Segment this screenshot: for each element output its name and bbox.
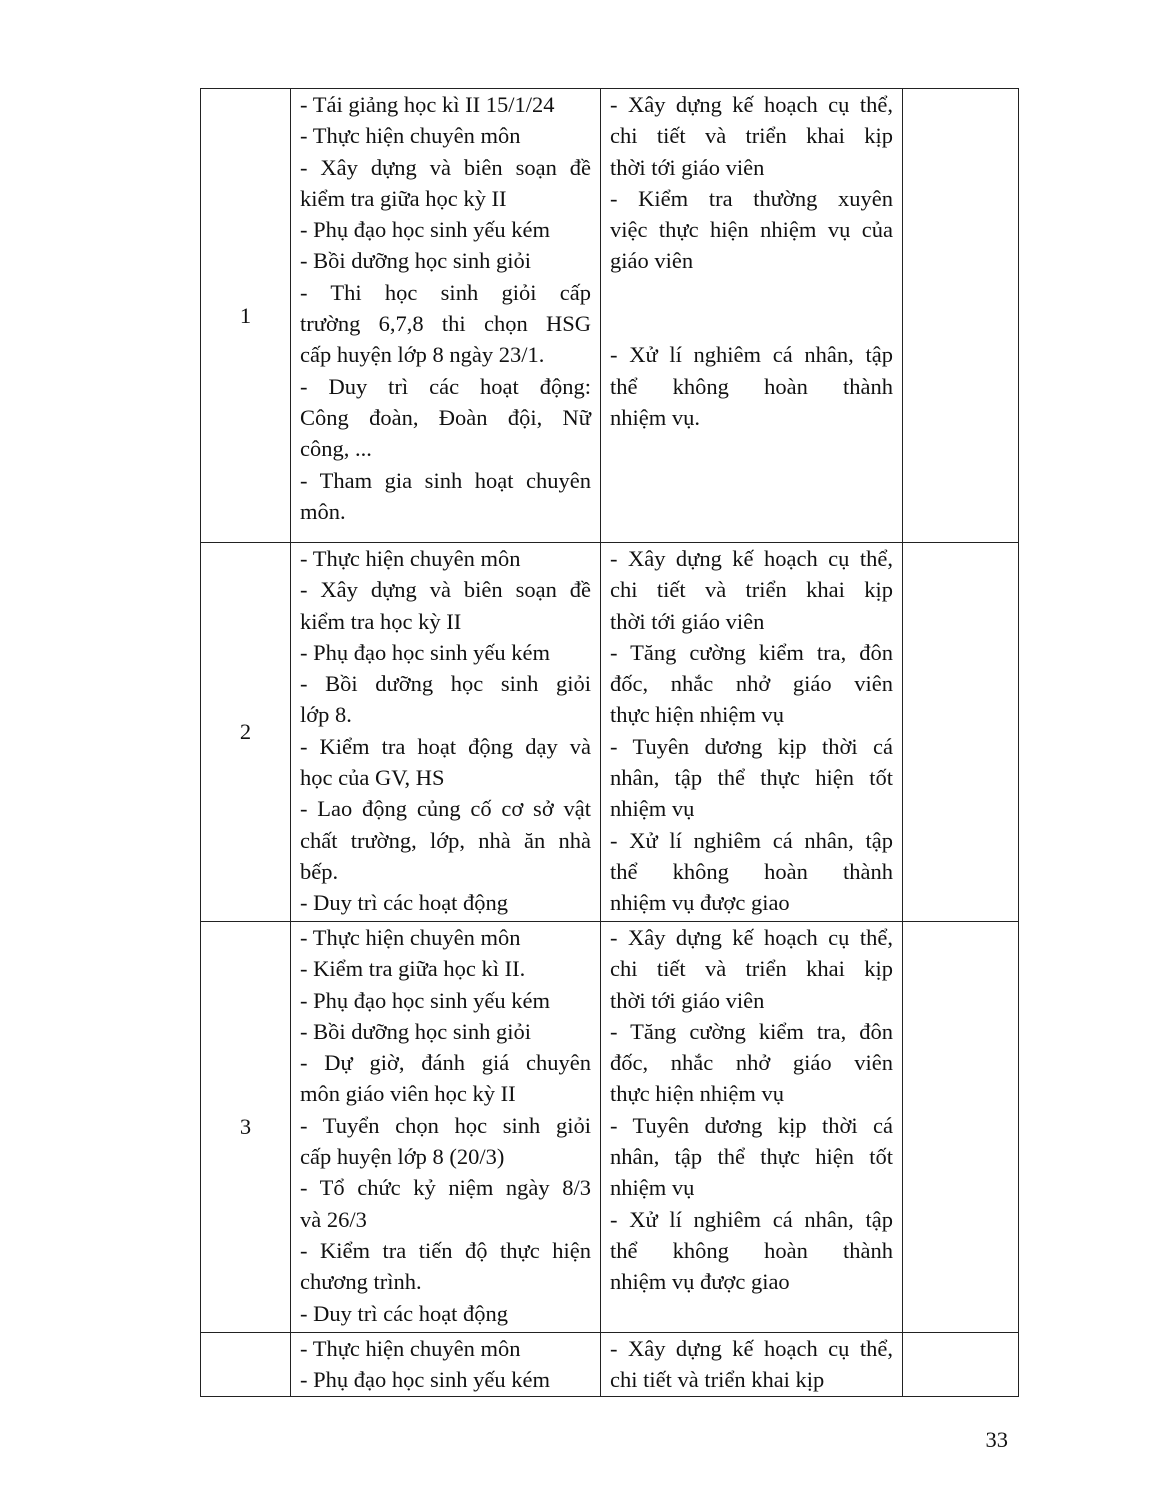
task-item	[300, 465, 591, 528]
measure-item	[610, 89, 893, 183]
text-line: việc thực hiện nhiệm vụ của	[610, 217, 893, 243]
task-item	[300, 120, 591, 151]
text-line: - Tổ chức kỷ niệm ngày 8/3	[300, 1175, 591, 1201]
task-item	[300, 214, 591, 245]
text-line: và 26/3	[300, 1206, 367, 1232]
measures-cell	[601, 543, 903, 922]
text-line: thời tới giáo viên	[610, 608, 765, 634]
text-line: - Tái giảng học kì II 15/1/24	[300, 92, 555, 117]
text-line: cấp huyện lớp 8 (20/3)	[300, 1144, 505, 1170]
text-line: - Bồi dưỡng học sinh giỏi	[300, 1018, 531, 1044]
text-line: chương trình.	[300, 1269, 422, 1295]
tasks-cell	[291, 1333, 601, 1397]
text-line: - Xử lí nghiêm cá nhân, tập	[610, 1206, 893, 1232]
text-line: đốc, nhắc nhở giáo viên	[610, 671, 893, 697]
plan-table	[200, 88, 1019, 1397]
text-line: chất trường, lớp, nhà ăn nhà	[300, 827, 591, 853]
measure-item	[610, 637, 893, 731]
text-line: lớp 8.	[300, 702, 352, 728]
measures-cell	[601, 89, 903, 543]
task-item	[300, 1016, 591, 1047]
text-line: - Bồi dưỡng học sinh giỏi	[300, 248, 531, 274]
text-line: - Kiểm tra giữa học kì II.	[300, 956, 526, 982]
text-line: - Tuyên dương kịp thời cá	[610, 1112, 893, 1138]
measure-item	[610, 1333, 893, 1396]
plan-table-body	[201, 89, 1019, 1397]
notes-cell	[903, 922, 1019, 1333]
text-line: thực hiện nhiệm vụ	[610, 1081, 785, 1107]
text-line: thể không hoàn thành	[610, 373, 893, 399]
month-cell: 2	[201, 543, 291, 922]
text-line: - Thực hiện chuyên môn	[300, 123, 521, 149]
task-item	[300, 985, 591, 1016]
task-item	[300, 245, 591, 276]
text-line: - Xây dựng kế hoạch cụ thể,	[610, 546, 893, 571]
text-line: Công đoàn, Đoàn đội, Nữ	[300, 404, 591, 430]
measure-item	[610, 339, 893, 433]
measures-cell	[601, 1333, 903, 1397]
measure-item	[610, 183, 893, 277]
text-line: thực hiện nhiệm vụ	[610, 702, 785, 728]
text-line: - Xử lí nghiêm cá nhân, tập	[610, 342, 893, 368]
month-cell: 3	[201, 922, 291, 1333]
text-line: nhiệm vụ	[610, 1175, 695, 1201]
text-line: trường 6,7,8 thi chọn HSG	[300, 311, 591, 337]
text-line: - Lao động củng cố cơ sở vật	[300, 796, 591, 822]
text-line: giáo viên	[610, 248, 694, 274]
measure-item	[610, 825, 893, 919]
task-item	[300, 1364, 591, 1395]
task-item	[300, 1235, 591, 1298]
text-line: - Xây dựng kế hoạch cụ thể,	[610, 1336, 893, 1361]
text-line: - Thực hiện chuyên môn	[300, 1336, 521, 1361]
text-line: môn giáo viên học kỳ II	[300, 1081, 516, 1107]
text-line: - Dự giờ, đánh giá chuyên	[300, 1050, 591, 1076]
task-item	[300, 953, 591, 984]
text-line: - Kiểm tra hoạt động dạy và	[300, 733, 591, 759]
text-line: - Thi học sinh giỏi cấp	[300, 279, 591, 305]
measure-item	[610, 731, 893, 825]
text-line: chi tiết và triển khai kịp	[610, 1367, 825, 1393]
text-line: chi tiết và triển khai kịp	[610, 123, 893, 149]
text-line: - Thực hiện chuyên môn	[300, 546, 521, 571]
text-line: - Bồi dưỡng học sinh giỏi	[300, 671, 591, 697]
text-line: - Xây dựng và biên soạn đề	[300, 154, 591, 180]
task-item	[300, 887, 591, 918]
task-item	[300, 637, 591, 668]
text-line: - Tăng cường kiểm tra, đôn	[610, 1018, 893, 1044]
task-item	[300, 89, 591, 120]
text-line: môn.	[300, 498, 346, 524]
text-line: kiểm tra giữa học kỳ II	[300, 185, 507, 211]
text-line: nhiệm vụ	[610, 796, 695, 822]
month-cell: 1	[201, 89, 291, 543]
text-line: - Duy trì các hoạt động:	[300, 373, 591, 399]
task-item	[300, 574, 591, 637]
measure-item	[610, 1204, 893, 1298]
notes-cell	[903, 89, 1019, 543]
text-line: bếp.	[300, 858, 339, 884]
text-line: nhiệm vụ được giao	[610, 890, 790, 916]
measure-item	[610, 1110, 893, 1204]
measures-cell	[601, 922, 903, 1333]
text-line: nhân, tập thể thực hiện tốt	[610, 1144, 893, 1170]
table-row	[201, 922, 1019, 1333]
task-item	[300, 152, 591, 215]
text-line: nhiệm vụ được giao	[610, 1269, 790, 1295]
task-item	[300, 668, 591, 731]
text-line: - Kiểm tra thường xuyên	[610, 185, 893, 211]
table-row	[201, 1333, 1019, 1397]
measure-item	[610, 922, 893, 1016]
text-line: chi tiết và triển khai kịp	[610, 577, 893, 603]
task-item	[300, 543, 591, 574]
task-item	[300, 922, 591, 953]
text-line: - Xử lí nghiêm cá nhân, tập	[610, 827, 893, 853]
spacer	[610, 277, 893, 340]
text-line: đốc, nhắc nhở giáo viên	[610, 1050, 893, 1076]
task-item	[300, 793, 591, 887]
text-line: thời tới giáo viên	[610, 987, 765, 1013]
text-line: kiểm tra học kỳ II	[300, 608, 462, 634]
task-item	[300, 1333, 591, 1364]
text-line: - Phụ đạo học sinh yếu kém	[300, 639, 550, 665]
text-line: - Tham gia sinh hoạt chuyên	[300, 467, 591, 493]
text-line: - Phụ đạo học sinh yếu kém	[300, 987, 550, 1013]
page-number: 33	[985, 1427, 1008, 1452]
tasks-cell	[291, 543, 601, 922]
table-row	[201, 543, 1019, 922]
table-row	[201, 89, 1019, 543]
task-item	[300, 1047, 591, 1110]
text-line: thời tới giáo viên	[610, 154, 765, 180]
text-line: - Xây dựng kế hoạch cụ thể,	[610, 92, 893, 117]
text-line: - Thực hiện chuyên môn	[300, 925, 521, 950]
task-item	[300, 1110, 591, 1173]
text-line: - Tuyển chọn học sinh giỏi	[300, 1112, 591, 1138]
tasks-cell	[291, 89, 601, 543]
notes-cell	[903, 543, 1019, 922]
task-item	[300, 371, 591, 465]
text-line: thể không hoàn thành	[610, 858, 893, 884]
text-line: - Xây dựng kế hoạch cụ thể,	[610, 925, 893, 950]
text-line: - Duy trì các hoạt động	[300, 1300, 509, 1326]
task-item	[300, 277, 591, 371]
text-line: - Duy trì các hoạt động	[300, 890, 509, 916]
text-line: cấp huyện lớp 8 ngày 23/1.	[300, 342, 545, 368]
text-line: - Tuyên dương kịp thời cá	[610, 733, 893, 759]
task-item	[300, 731, 591, 794]
text-line: thể không hoàn thành	[610, 1237, 893, 1263]
text-line: học của GV, HS	[300, 765, 445, 791]
text-line: - Xây dựng và biên soạn đề	[300, 577, 591, 603]
text-line: - Tăng cường kiểm tra, đôn	[610, 639, 893, 665]
text-line: công, ...	[300, 436, 372, 462]
task-item	[300, 1298, 591, 1329]
notes-cell	[903, 1333, 1019, 1397]
text-line: chi tiết và triển khai kịp	[610, 956, 893, 982]
measure-item	[610, 1016, 893, 1110]
text-line: nhân, tập thể thực hiện tốt	[610, 765, 893, 791]
month-cell	[201, 1333, 291, 1397]
task-item	[300, 1172, 591, 1235]
text-line: - Kiểm tra tiến độ thực hiện	[300, 1237, 591, 1263]
text-line: - Phụ đạo học sinh yếu kém	[300, 1367, 550, 1393]
text-line: - Phụ đạo học sinh yếu kém	[300, 217, 550, 243]
measure-item	[610, 543, 893, 637]
tasks-cell	[291, 922, 601, 1333]
text-line: nhiệm vụ.	[610, 404, 700, 430]
